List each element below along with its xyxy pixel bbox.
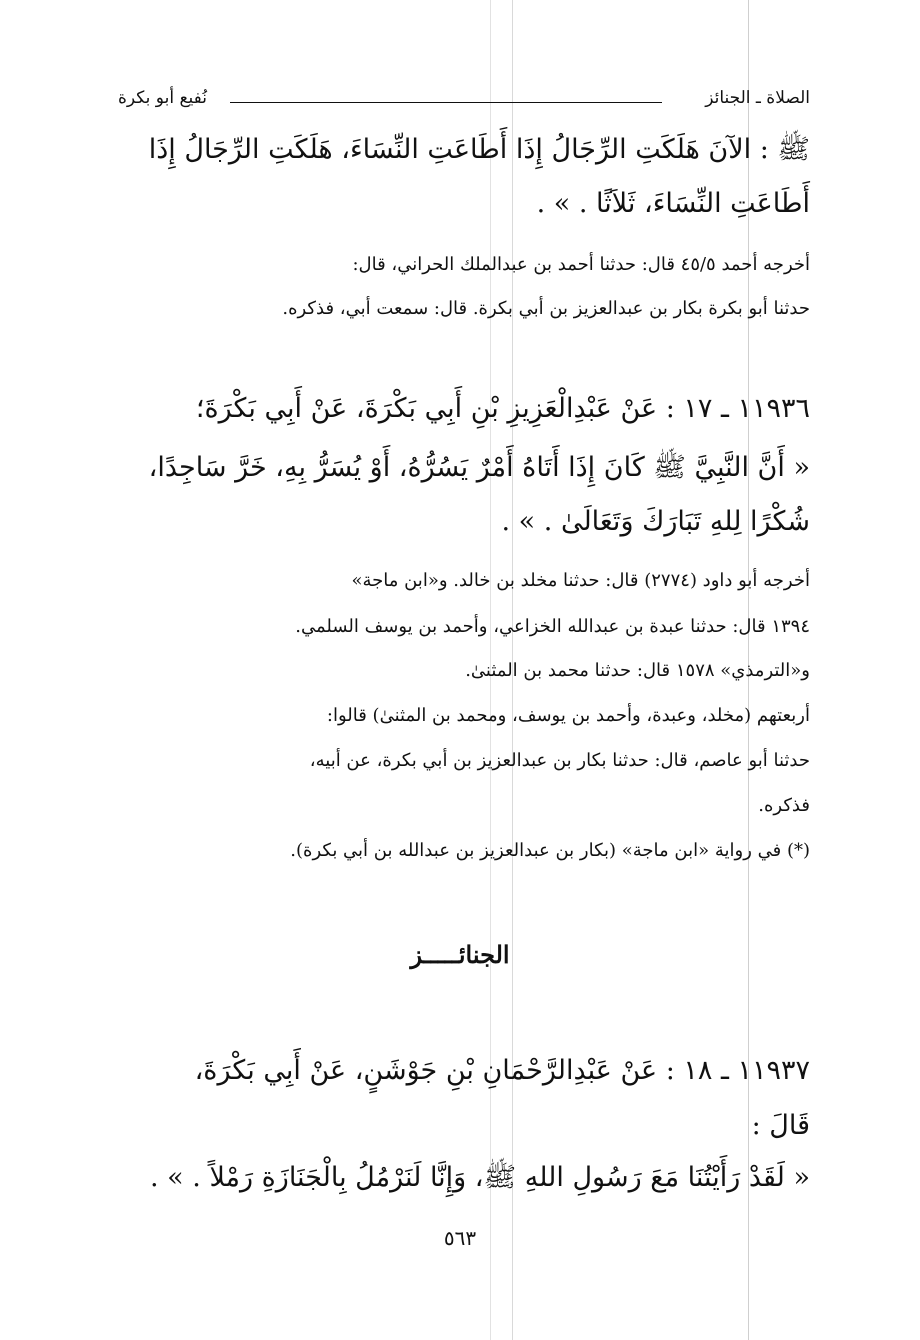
hadith-text-line: أَطَاعَتِ النِّسَاءَ، ثَلاَثًا . » . <box>536 188 810 219</box>
running-header <box>118 84 810 118</box>
hadith-text-line: « لَقَدْ رَأَيْتُنَا مَعَ رَسُولِ اللهِ ﷺ، وَإِنَّا لَنَرْمُلُ بِالْجَنَازَةِ رَمْلاً . » . <box>150 1162 810 1193</box>
source-text-line: أربعتهم (مخلد، وعبدة، وأحمد بن يوسف، ومحمد بن المثنىٰ) قالوا: <box>326 705 810 726</box>
header-narrator-name: نُفيع أبو بكرة <box>118 88 207 108</box>
header-rule <box>230 102 662 103</box>
hadith-text-line: قَالَ : <box>751 1110 810 1141</box>
source-text-line: حدثنا أبو بكرة بكار بن عبدالعزيز بن أبي بكرة. قال: سمعت أبي، فذكره. <box>282 298 810 319</box>
source-text-line: أخرجه أبو داود (٢٧٧٤) قال: حدثنا مخلد بن خالد. و«ابن ماجة» <box>351 570 810 591</box>
source-text-line: أخرجه أحمد ٤٥/٥ قال: حدثنا أحمد بن عبدالملك الحراني، قال: <box>352 254 810 275</box>
hadith-text-line: ﷺ : الآنَ هَلَكَتِ الرِّجَالُ إِذَا أَطَاعَتِ النِّسَاءَ، هَلَكَتِ الرِّجَالُ إِذَا <box>148 134 810 165</box>
hadith-heading-line: ١١٩٣٦ ـ ١٧ : عَنْ عَبْدِالْعَزِيزِ بْنِ أَبِي بَكْرَةَ، عَنْ أَبِي بَكْرَةَ؛ <box>195 393 810 424</box>
hadith-heading-line: ١١٩٣٧ ـ ١٨ : عَنْ عَبْدِالرَّحْمَانِ بْنِ جَوْشَنٍ، عَنْ أَبِي بَكْرَةَ، <box>194 1055 810 1086</box>
page-number: ٥٦٣ <box>443 1226 477 1250</box>
hadith-text-line: « أَنَّ النَّبِيَّ ﷺ كَانَ إِذَا أَتَاهُ أَمْرٌ يَسُرُّهُ، أَوْ يُسَرُّ بِهِ، خَرَّ سَاجِدًا، <box>148 452 810 483</box>
footnote: (*) في رواية «ابن ماجة» (بكار بن عبدالعزيز بن عبدالله بن أبي بكرة). <box>290 840 810 861</box>
source-text-line: و«الترمذي» ١٥٧٨ قال: حدثنا محمد بن المثنىٰ. <box>465 660 810 681</box>
source-text-line: فذكره. <box>758 795 810 816</box>
source-text-line: ١٣٩٤ قال: حدثنا عبدة بن عبدالله الخزاعي، وأحمد بن يوسف السلمي. <box>295 616 810 637</box>
hadith-text-line: شُكْرًا لِلهِ تَبَارَكَ وَتَعَالَىٰ . » . <box>501 506 810 537</box>
source-text-line: حدثنا أبو عاصم، قال: حدثنا بكار بن عبدالعزيز بن أبي بكرة، عن أبيه، <box>309 750 810 771</box>
header-section-title: الصلاة ـ الجنائز <box>705 88 810 108</box>
section-heading: الجنائـــــز <box>410 940 510 969</box>
